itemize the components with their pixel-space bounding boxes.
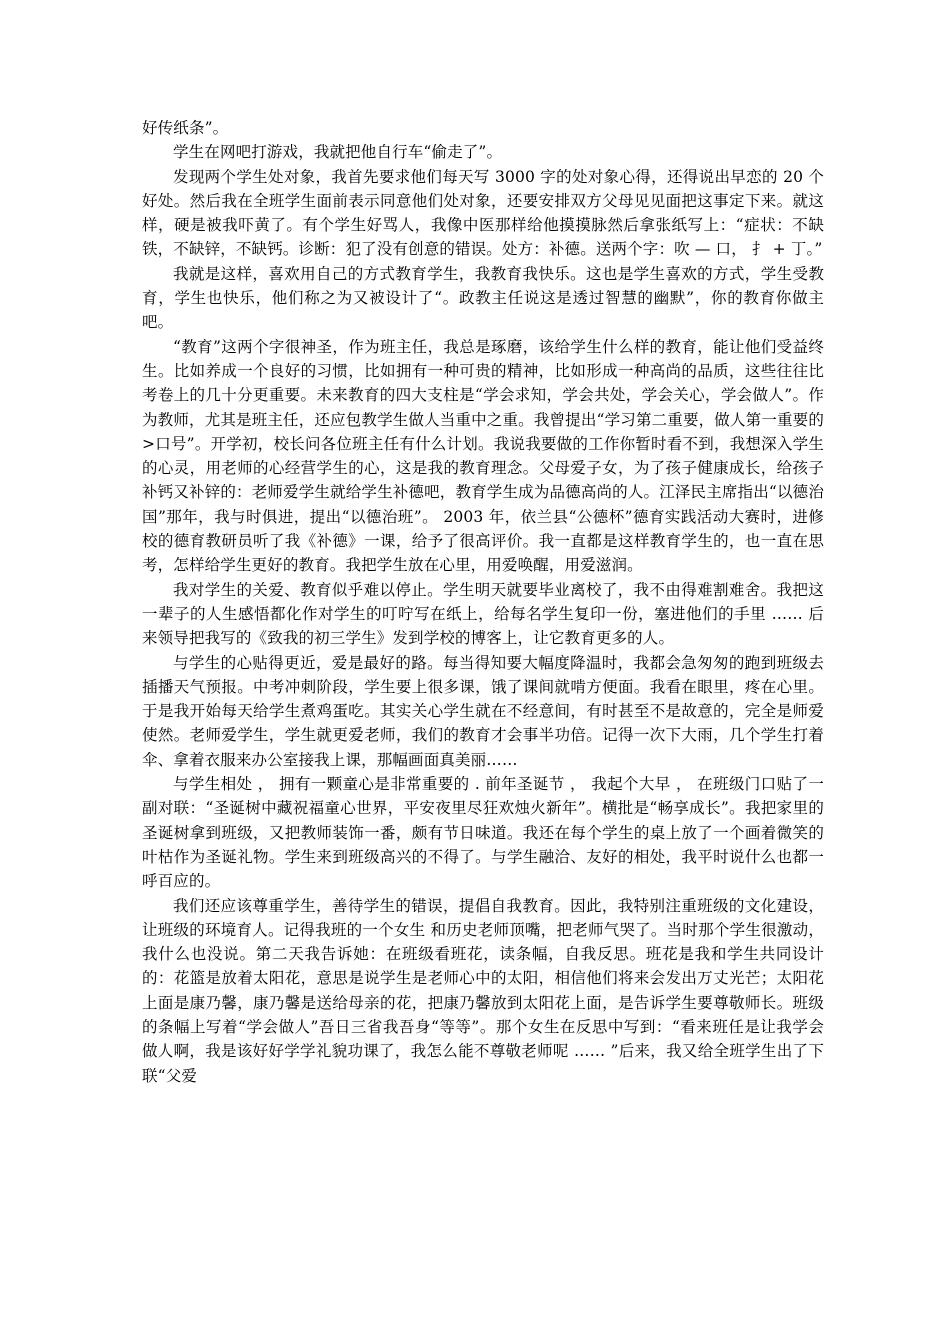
paragraph: 与学生相处 ， 拥有一颗童心是非常重要的 . 前年圣诞节 ， 我起个大早 ， 在班级门口贴了一副对联：“圣诞树中藏祝福童心世界，平安夜里尽狂欢烛火新年”。横批是“畅享成长”。我把家里的圣诞树拿到班级，又把教师装饰一番，颇有节日味道。我还在每个学生的桌上放了一个画着微笑的叶枯作为圣诞礼物。学生来到班级高兴的不得了。与学生融洽、友好的相处，我平时说什么也都一呼百应的。 (142, 775, 824, 891)
paragraph: 我们还应该尊重学生，善待学生的错误，提倡自我教育。因此，我特别注重班级的文化建设，让班级的环境育人。记得我班的一个女生 和历史老师顶嘴，把老师气哭了。当时那个学生很激动，我什么也没说。第二天我告诉她：在班级看班花，读条幅，自我反思。班花是我和学生共同设计的：花篮是放着太阳花，意思是说学生是老师心中的太阳，相信他们将来会发出万丈光芒；太阳花上面是康乃馨，康乃馨是送给母亲的花，把康乃馨放到太阳花上面，是告诉学生要尊敬师长。班级的条幅上写着“学会做人”吾日三省我吾身“等等”。那个女生在反思中写到：“看来班任是让我学会做人啊，我是该好好学学礼貌功课了，我怎么能不尊敬老师呢 …… ”后来，我又给全班学生出了下联“父爱 (142, 896, 824, 1085)
paragraph: 我对学生的关爱、教育似乎难以停止。学生明天就要毕业离校了，我不由得难割难舍。我把这一辈子的人生感悟都化作对学生的叮咛写在纸上，给每名学生复印一份，塞进他们的手里 …… 后来领导把我写的《致我的初三学生》发到学校的博客上，让它教育更多的人。 (142, 580, 824, 648)
document-body (142, 116, 824, 1088)
paragraph: “教育”这两个字很神圣，作为班主任，我总是琢磨，该给学生什么样的教育，能让他们受益终生。比如养成一个良好的习惯，比如拥有一种可贵的精神，比如形成一种高尚的品质，这些往往比考卷上的几十分更重要。未来教育的四大支柱是“学会求知，学会共处，学会关心，学会做人”。作为教师，尤其是班主任，还应包教学生做人当重中之重。我曾提出“学习第二重要，做人第一重要的>口号”。开学初，校长问各位班主任有什么计划。我说我要做的工作你暂时看不到，我想深入学生的心灵，用老师的心经营学生的心，这是我的教育理念。父母爱子女，为了孩子健康成长，给孩子补钙又补锌的：老师爱学生就给学生补德吧，教育学生成为品德高尚的人。江泽民主席指出“以德治国”那年，我与时俱进，提出“以德治班”。 2003 年，依兰县“公德杯”德育实践活动大赛时，进修校的德育教研员听了我《补德》一课，给予了很高评价。我一直都是这样教育学生的，也一直在思考，怎样给学生更好的教育。我把学生放在心里，用爱唤醒，用爱滋润。 (142, 337, 824, 575)
paragraph: 发现两个学生处对象，我首先要求他们每天写 3000 字的处对象心得，还得说出早恋的 20 个好处。然后我在全班学生面前表示同意他们处对象，还要安排双方父母见见面把这事定下来。就这样，硬是被我吓黄了。有个学生好骂人，我像中医那样给他摸摸脉然后拿张纸写上：“症状：不缺铁，不缺锌，不缺钙。诊断：犯了没有创意的错误。处方：补德。送两个字：吹 — 口， 扌 + 丁。” (142, 167, 824, 259)
paragraph-continuation: 好传纸条”。 (142, 119, 229, 137)
paragraph: 我就是这样，喜欢用自己的方式教育学生，我教育我快乐。这也是学生喜欢的方式，学生受教育，学生也快乐，他们称之为又被设计了“。政教主任说这是透过智慧的幽默”，你的教育你做主吧。 (142, 264, 824, 332)
paragraph: 与学生的心贴得更近，爱是最好的路。每当得知要大幅度降温时，我都会急匆匆的跑到班级去插播天气预报。中考冲刺阶段，学生要上很多课，饿了课间就啃方便面。我看在眼里，疼在心里。于是我开始每天给学生煮鸡蛋吃。其实关心学生就在不经意间，有时甚至不是故意的，完全是师爱使然。老师爱学生，学生就更爱老师，我们的教育才会事半功倍。记得一次下大雨，几个学生打着伞、拿着衣服来办公室接我上课，那幅画面真美丽…… (142, 653, 824, 769)
paragraph: 学生在网吧打游戏，我就把他自行车“偷走了”。 (173, 143, 503, 162)
